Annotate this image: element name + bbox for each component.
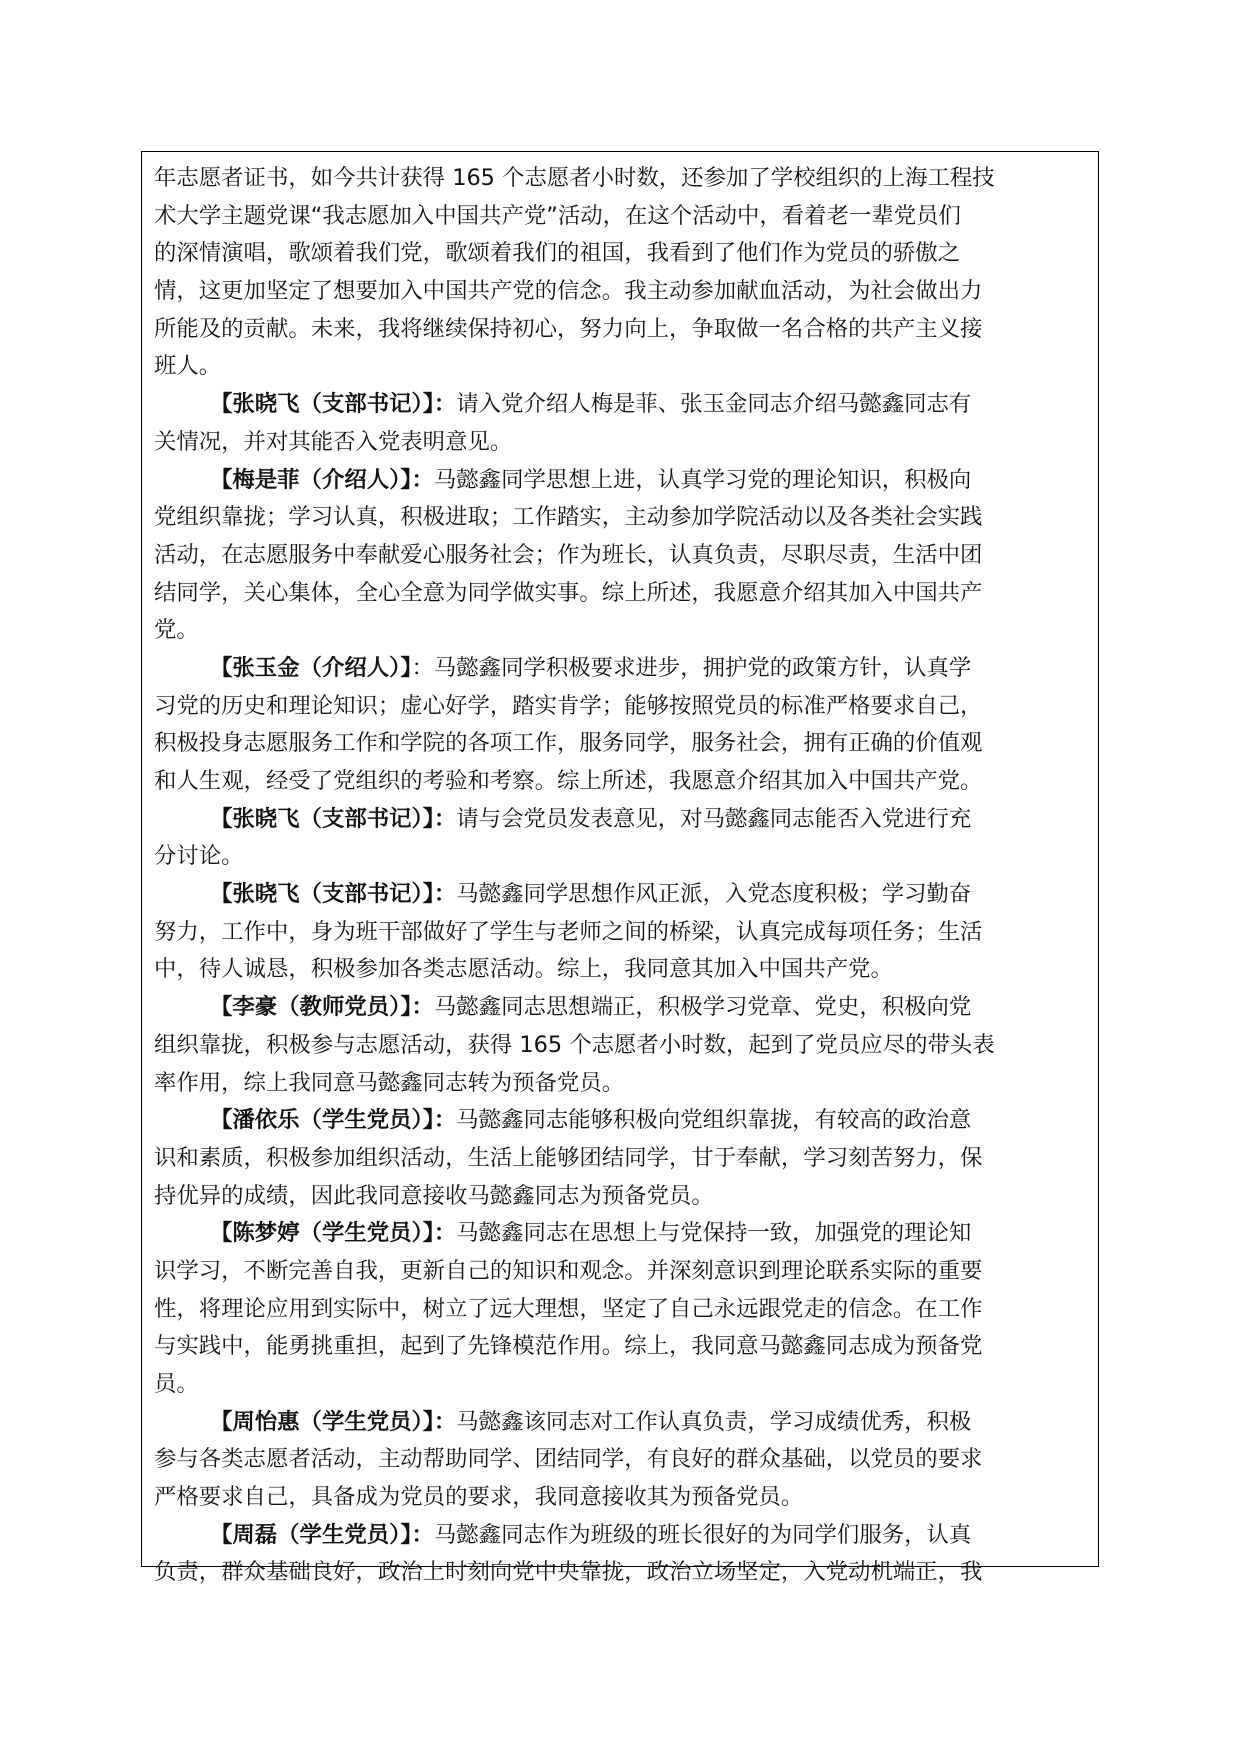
line-text: 马懿鑫同学思想上进，认真学习党的理论知识，积极向: [433, 466, 972, 493]
line-text: 与实践中，能勇挑重担，起到了先锋模范作用。综上，我同意马懿鑫同志成为预备党: [154, 1333, 983, 1360]
speaker-label: 【周怡惠（学生党员）】：: [210, 1408, 457, 1435]
speaker-label: 【潘依乐（学生党员）】：: [210, 1107, 457, 1134]
speaker-label: 【张晓飞（支部书记）】：: [210, 805, 457, 832]
document-table-cell: [141, 151, 1099, 1586]
line-text: 识学习，不断完善自我，更新自己的知识和观念。并深刻意识到理论联系实际的重要: [154, 1257, 983, 1284]
text-line: [154, 763, 1088, 801]
line-text: 马懿鑫同志作为班级的班长很好的为同学们服务，认真: [433, 1521, 972, 1548]
text-line: [154, 951, 1088, 989]
line-text: 年志愿者证书，如今共计获得 165 个志愿者小时数，还参加了学校组织的上海工程技: [154, 165, 995, 191]
speaker-label: 【张晓飞（支部书记）】：: [210, 881, 457, 908]
text-line: [154, 1253, 1088, 1291]
speaker-statement-line: [154, 1215, 1088, 1253]
line-text: 术大学主题党课“我志愿加入中国共产党”活动，在这个活动中，看着老一辈党员们: [154, 202, 961, 229]
speaker-statement-line: [154, 1102, 1088, 1140]
text-line: [154, 1328, 1088, 1366]
line-text: 马懿鑫同学思想作风正派，入党态度积极；学习勤奋: [456, 881, 972, 908]
line-text: 关情况，并对其能否入党表明意见。: [154, 428, 513, 455]
line-text: 中，待人诚恳，积极参加各类志愿活动。综上，我同意其加入中国共产党。: [154, 956, 893, 983]
text-line: [154, 1554, 1088, 1592]
speaker-statement-line: [154, 386, 1088, 424]
text-line: [154, 1065, 1088, 1103]
line-text: 识和素质，积极参加组织活动，生活上能够团结同学，甘于奉献，学习刻苦努力，保: [154, 1144, 983, 1171]
text-line: [154, 688, 1088, 726]
text-line: [154, 537, 1088, 575]
speaker-label: 【李豪（教师党员）】：: [210, 994, 434, 1021]
text-line: [154, 1366, 1088, 1404]
line-text: 马懿鑫同志思想端正，积极学习党章、党史，积极向党: [433, 994, 972, 1021]
line-text: 马懿鑫该同志对工作认真负责，学习成绩优秀，积极: [456, 1408, 972, 1435]
text-line: [154, 725, 1088, 763]
line-text: 活动，在志愿服务中奉献爱心服务社会；作为班长，认真负责，尽职尽责，生活中团: [154, 541, 983, 568]
text-line: [154, 235, 1088, 273]
line-text: 党组织靠拢；学习认真，积极进取；工作踏实，主动参加学院活动以及各类社会实践: [154, 504, 983, 531]
speaker-statement-line: [154, 989, 1088, 1027]
text-line: [154, 273, 1088, 311]
speaker-statement-line: [154, 1517, 1088, 1555]
text-line: [154, 1479, 1088, 1517]
line-text: 严格要求自己，具备成为党员的要求，我同意接收其为预备党员。: [154, 1484, 804, 1511]
text-line: [154, 311, 1088, 349]
text-line: [154, 160, 1088, 198]
speaker-label: 【周磊（学生党员）】：: [210, 1521, 434, 1548]
text-line: [154, 499, 1088, 537]
speaker-label: 【陈梦婷（学生党员）】：: [210, 1220, 457, 1247]
line-text: 参与各类志愿者活动，主动帮助同学、团结同学，有良好的群众基础，以党员的要求: [154, 1446, 983, 1473]
line-text: 的深情演唱，歌颂着我们党，歌颂着我们的祖国，我看到了他们作为党员的骄傲之: [154, 240, 961, 267]
line-text: 性，将理论应用到实际中，树立了远大理想，坚定了自己永远跟党走的信念。在工作: [154, 1295, 983, 1322]
line-text: 请入党介绍人梅是菲、张玉金同志介绍马懿鑫同志有: [456, 391, 972, 418]
text-line: [154, 348, 1088, 386]
line-text: 结同学，关心集体，全心全意为同学做实事。综上所述，我愿意介绍其加入中国共产: [154, 579, 983, 606]
line-text: 负责，群众基础良好，政治上时刻向党中央靠拢，政治立场坚定，入党动机端正，我: [154, 1559, 983, 1586]
line-text: 请与会党员发表意见，对马懿鑫同志能否入党进行充: [456, 805, 972, 832]
line-text: 积极投身志愿服务工作和学院的各项工作，服务同学，服务社会，拥有正确的价值观: [154, 730, 983, 757]
speaker-label: 【张玉金（介绍人）】: [210, 654, 412, 681]
line-text: 努力，工作中，身为班干部做好了学生与老师之间的桥梁，认真完成每项任务；生活: [154, 918, 983, 945]
speaker-statement-line: [154, 876, 1088, 914]
line-text: 所能及的贡献。未来，我将继续保持初心，努力向上，争取做一名合格的共产主义接: [154, 315, 983, 342]
line-text: 和人生观，经受了党组织的考验和考察。综上所述，我愿意介绍其加入中国共产党。: [154, 768, 983, 794]
text-line: [154, 914, 1088, 952]
text-line: [154, 1291, 1088, 1329]
line-text: 分讨论。: [154, 843, 244, 870]
line-text: 班人。: [154, 353, 222, 380]
text-line: [154, 612, 1088, 650]
line-text: 率作用，综上我同意马懿鑫同志转为预备党员。: [154, 1069, 625, 1096]
speaker-statement-line: [154, 801, 1088, 839]
speaker-label: 【梅是菲（介绍人）】：: [210, 466, 434, 493]
text-line: [154, 1140, 1088, 1178]
speaker-statement-line: [154, 1404, 1088, 1442]
line-text: 马懿鑫同志在思想上与党保持一致，加强党的理论知: [456, 1220, 972, 1247]
line-text: 情，这更加坚定了想要加入中国共产党的信念。我主动参加献血活动，为社会做出力: [154, 278, 983, 305]
text-line: [154, 1441, 1088, 1479]
line-text: 组织靠拢，积极参与志愿活动，获得 165 个志愿者小时数，起到了党员应尽的带头表: [154, 1031, 995, 1058]
line-text: 马懿鑫同志能够积极向党组织靠拢，有较高的政治意: [456, 1107, 972, 1134]
speaker-statement-line: [154, 462, 1088, 500]
line-text: ：马懿鑫同学积极要求进步，拥护党的政策方针，认真学: [411, 654, 972, 681]
text-line: [154, 424, 1088, 462]
line-text: 持优异的成绩，因此我同意接收马懿鑫同志为预备党员。: [154, 1182, 714, 1209]
text-line: [154, 198, 1088, 236]
text-line: [154, 1178, 1088, 1216]
line-text: 员。: [154, 1371, 199, 1397]
document-body: [154, 160, 1088, 1592]
speaker-statement-line: [154, 650, 1088, 688]
speaker-label: 【张晓飞（支部书记）】：: [210, 391, 457, 418]
text-line: [154, 575, 1088, 613]
text-line: [154, 838, 1088, 876]
line-text: 习党的历史和理论知识；虚心好学，踏实肯学；能够按照党员的标准严格要求自己，: [154, 692, 983, 719]
line-text: 党。: [154, 617, 199, 644]
text-line: [154, 1027, 1088, 1065]
